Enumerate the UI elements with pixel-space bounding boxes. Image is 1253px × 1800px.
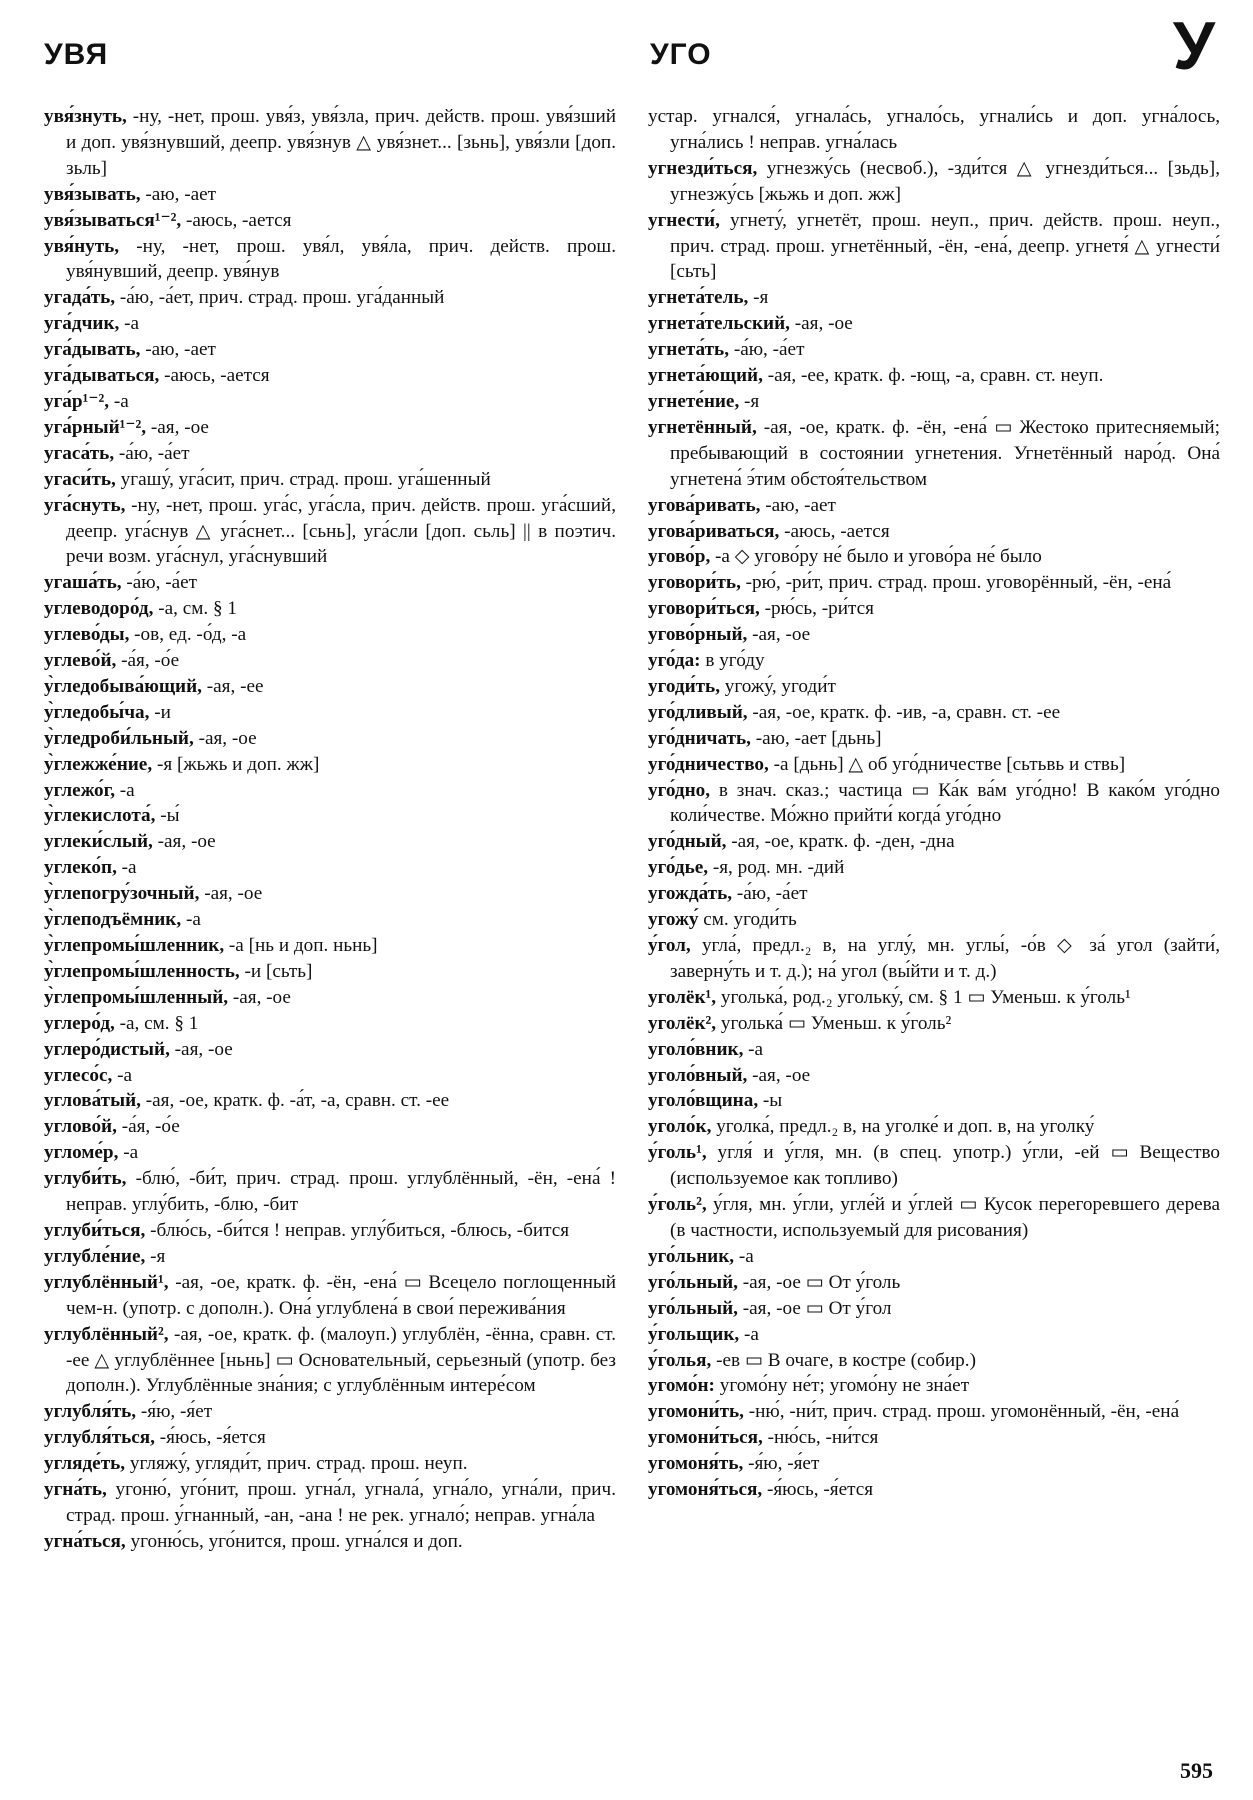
entry-text: -ая, -ое [204,883,263,905]
entry-headword: уголёк¹, [648,986,717,1008]
entry-headword: уга́р¹⁻², [44,390,110,412]
dictionary-entry [44,1244,616,1270]
entry-text: -а [748,1038,764,1060]
entry-headword: углево́ды, [44,624,130,646]
entry-text: -ая, -ое [157,831,216,853]
entry-text: -а́я, -о́е [121,650,180,672]
dictionary-entry [44,985,616,1011]
entry-headword: уга́снуть, [44,494,126,516]
dictionary-entry [648,985,1220,1011]
entry-text: -рю́, -ри́т, прич. страд. прош. уговорённый, -ён, -ена́ [745,572,1172,594]
entry-headword: углеводоро́д, [44,598,154,620]
entry-text: -а [123,1142,139,1164]
dictionary-entry [648,829,1220,855]
entry-text: -а́ю, -а́ет, прич. страд. прош. уга́данный [119,287,445,309]
entry-headword: увя́нуть, [44,235,120,257]
entry-headword: углево́й, [44,650,117,672]
dictionary-entry [44,363,616,389]
entry-text: -а [нь и доп. ньнь] [228,935,378,956]
entry-text: угоню́, уго́нит, прош. угна́л, угнала́, угна́ло, угна́ли, прич. страд. прош. у́гнанный, -ан, -ана ! не рек. угнало́; неправ. угна́ла [66,1479,616,1526]
entry-text: -а ◇ угово́ру не́ было и угово́ра не́ было [715,546,1042,568]
entry-headword: у̀глежже́ние, [44,753,153,775]
dictionary-entry [44,959,616,985]
entry-headword: у̀глепромы́шленник, [44,935,225,956]
entry-headword: уговори́ть, [648,572,741,594]
entry-text: -и [154,701,171,723]
dictionary-entry [648,726,1220,752]
entry-text: угнету́, угнетёт, прош. неуп., прич. действ. прош. неуп., прич. страд. прош. угнетённый, -ён, -ена́, деепр. угнетя́ △ угнести́ [сьть] [670,209,1220,283]
entry-text: -а́ю, -а́ет [736,883,808,905]
entry-headword: угляде́ть, [44,1453,126,1475]
entry-headword: уго́дье, [648,857,709,879]
entry-text: -ну, -нет, прош. уга́с, уга́сла, прич. действ. прош. уга́сший, деепр. уга́снув △ уга́снет... [сьнь], уга́сли [доп. сьль] || в поэтич. речи возм. уга́снул, уга́снувший [66,494,616,568]
dictionary-entry [648,933,1220,985]
entry-text: -ая, -ое [198,727,257,749]
dictionary-entry [44,1166,616,1218]
entry-text: -аю, -ает [145,339,216,361]
entry-headword: у̀гледроби́льный, [44,727,194,749]
entry-headword: уго́льный, [648,1297,738,1319]
entry-text: угля́ и у́гля, мн. (в спец. употр.) у́гли, -ей ▭ Вещество (используемое как топливо) [670,1142,1220,1190]
entry-text: -ы́ [160,805,180,827]
entry-headword: углеки́слый, [44,831,153,853]
dictionary-entry [44,1063,616,1089]
dictionary-entry [648,778,1220,830]
entry-headword: угомоня́ться, [648,1479,763,1501]
dictionary-entry [648,1451,1220,1477]
running-head-left: УВЯ [44,38,109,71]
entry-headword: углова́тый, [44,1090,141,1112]
entry-text: -а́ю, -а́ет [126,572,198,594]
dictionary-entry [648,1244,1220,1270]
dictionary-entry [44,674,616,700]
entry-text: -я́ю, -я́ет [140,1401,213,1423]
entry-headword: уго́льник, [648,1245,735,1267]
entry-headword: у̀глепогру́зочный, [44,883,200,905]
dictionary-entry [648,1270,1220,1296]
entry-headword: углеро́дистый, [44,1038,170,1060]
dictionary-entry [648,1477,1220,1503]
entry-headword: углеко́п, [44,857,117,879]
right-column [648,104,1220,1503]
dictionary-entry [648,1088,1220,1114]
entry-headword: углуби́ть, [44,1168,127,1190]
dictionary-entry [44,1451,616,1477]
entry-text: -ню́сь, -ни́тся [767,1427,879,1449]
entry-headword: у̀глепромы́шленность, [44,960,240,982]
dictionary-entry [44,415,616,441]
entry-headword: угожу́ [648,909,699,931]
entry-text: -ая, -ое [232,986,291,1008]
entry-headword: угнета́тель, [648,287,749,309]
dictionary-entry [44,1270,616,1322]
entry-text: -ая, -ее [206,675,264,697]
entry-text: -я [744,390,760,412]
dictionary-entry [648,104,1220,156]
entry-text: -а, см. § 1 [119,1012,199,1034]
dictionary-entry [648,285,1220,311]
dictionary-entry [44,803,616,829]
dictionary-entry [648,648,1220,674]
entry-headword: у́гол, [648,935,691,956]
entry-text: устар. угнался́, угнала́сь, угнало́сь, угнали́сь и доп. угна́лось, угна́лись ! неправ. угна́лась [648,106,1220,153]
entry-headword: угломе́р, [44,1142,119,1164]
entry-headword: углубля́ться, [44,1427,155,1449]
entry-text: -ну, -нет, прош. увя́л, увя́ла, прич. действ. прош. увя́нувший, деепр. увя́нув [66,235,616,283]
dictionary-entry [44,1529,616,1555]
entry-text: -ая, -ое, кратк. ф. -ён, -ена́ ▭ Всецело поглощенный чем-н. (употр. с дополн.). Она́ углублена́ в свои́ пережива́ния [66,1271,617,1319]
entry-headword: углово́й, [44,1116,117,1138]
dictionary-entry [44,182,616,208]
dictionary-entry [44,467,616,493]
entry-text: -ну, -нет, прош. увя́з, увя́зла, прич. действ. прош. увя́зший и доп. увя́знувший, деепр. увя́знув △ увя́знет... [зьнь], увя́зли [доп. зьль] [66,106,617,179]
dictionary-entry [648,208,1220,286]
entry-text: -рю́сь, -ри́тся [764,598,874,620]
dictionary-entry [648,1192,1220,1244]
entry-headword: уго́дничать, [648,727,751,749]
dictionary-entry [44,1425,616,1451]
entry-headword: угаси́ть, [44,468,116,490]
dictionary-entry [44,208,616,234]
dictionary-entry [44,1477,616,1529]
dictionary-entry [44,1140,616,1166]
entry-headword: угово́рный, [648,624,748,646]
dictionary-entry [44,1218,616,1244]
entry-headword: уго́дный, [648,831,727,853]
entry-headword: угова́ривать, [648,494,761,516]
entry-text: -ая, -ое ▭ От у́гол [742,1297,892,1319]
entry-text: угнезжу́сь (несвоб.), -зди́тся △ угнезди́ться... [зьдь], угнезжу́сь [жьжь и доп. жж] [670,157,1220,205]
dictionary-entry [648,855,1220,881]
dictionary-entry [44,493,616,571]
dictionary-entry [44,441,616,467]
dictionary-entry [44,570,616,596]
entry-headword: угнета́ющий, [648,365,763,387]
dictionary-entry [44,881,616,907]
entry-headword: у̀глеподъёмник, [44,909,182,931]
entry-headword: у̀глепромы́шленный, [44,986,229,1008]
entry-text: -аю, -ает [дьнь] [755,727,882,749]
entry-text: -а [124,313,140,335]
entry-text: -ев ▭ В очаге, в костре (собир.) [716,1349,976,1371]
entry-text: -ая, -ое ▭ От у́голь [742,1271,901,1293]
dictionary-entry [44,752,616,778]
entry-text: -аюсь, -ается [185,209,292,231]
dictionary-entry [44,104,616,182]
dictionary-entry [648,752,1220,778]
entry-text: -я, род. мн. -дий [712,857,845,879]
entry-text: угомо́ну не́т; угомо́ну не зна́ет [719,1375,970,1397]
dictionary-entry [648,596,1220,622]
entry-headword: уга́рный¹⁻², [44,416,147,438]
entry-headword: угнета́ть, [648,339,730,361]
entry-headword: углесо́с, [44,1064,113,1086]
dictionary-entry [648,622,1220,648]
dictionary-entry [44,1088,616,1114]
dictionary-entry [648,1011,1220,1037]
entry-text: -а [117,1064,132,1086]
entry-headword: угожда́ть, [648,883,733,905]
entry-headword: уга́дчик, [44,313,120,335]
entry-headword: уго́дно, [648,779,711,801]
entry-text: -а [119,779,135,801]
entry-headword: угнете́ние, [648,390,740,412]
entry-text: -блю́сь, -би́тся ! неправ. углу́биться, -блюсь, -бится [150,1219,570,1241]
entry-headword: углуби́ться, [44,1219,146,1241]
dictionary-entry [648,674,1220,700]
entry-text: -я [жьжь и доп. жж] [156,753,320,775]
entry-text: уголька́ ▭ Уменьш. к у́голь² [720,1012,952,1034]
entry-headword: у̀гледобыва́ющий, [44,675,202,697]
entry-headword: угомони́ть, [648,1401,744,1423]
entry-text: -аюсь, -ается [784,520,890,542]
entry-headword: уга́дывать, [44,339,141,361]
entry-text: -я́юсь, -я́ется [766,1479,874,1501]
entry-text: в уго́ду [705,650,765,672]
dictionary-entry [44,1011,616,1037]
entry-text: -а́ю, -а́ет [118,442,190,464]
entry-headword: уголо́вщина, [648,1090,759,1112]
entry-text: -а [113,390,129,412]
entry-headword: угоди́ть, [648,675,720,697]
entry-text: -ая, -ое [174,1038,233,1060]
entry-headword: угомоня́ть, [648,1453,744,1475]
entry-text: угожу́, угоди́т [724,675,836,697]
dictionary-entry [648,415,1220,493]
dictionary-entry [44,726,616,752]
dictionary-entry [648,156,1220,208]
dictionary-entry [648,544,1220,570]
entry-headword: уга́дываться, [44,365,160,387]
dictionary-entry [648,311,1220,337]
entry-text: -ню́, -ни́т, прич. страд. прош. угомонённый, -ён, -ена́ [748,1401,1180,1423]
entry-text: -ая, -ое [752,624,811,646]
dictionary-entry [44,1114,616,1140]
entry-headword: угада́ть, [44,287,116,309]
entry-text: -а [738,1245,754,1267]
dictionary-entry [44,337,616,363]
dictionary-entry [44,933,616,959]
dictionary-entry [648,1348,1220,1374]
entry-headword: увя́зываться¹⁻², [44,209,182,231]
entry-text: угла́, предл.₂ в, на углу́, мн. углы́, -о́в ◇ за́ угол (зайти́, заверну́ть и т. д.); на́ угол (вы́йти и т. д.) [670,935,1220,982]
dictionary-entry [648,1114,1220,1140]
entry-text: -ая, -ое [794,313,853,335]
dictionary-entry [44,648,616,674]
dictionary-entry [648,907,1220,933]
dictionary-entry [44,907,616,933]
dictionary-entry [648,1322,1220,1348]
entry-text: уголька́, род.₂ угольку́, см. § 1 ▭ Уменьш. к у́голь¹ [720,986,1131,1008]
dictionary-entry [44,234,616,286]
dictionary-entry [44,622,616,648]
entry-text: -блю́, -би́т, прич. страд. прош. углублённый, -ён, -ена́ ! неправ. углу́бить, -блю, -бит [66,1168,616,1216]
entry-text: уголка́, предл.₂ в, на уголке́ и доп. в, на уголку́ [716,1116,1095,1138]
dictionary-entry [44,389,616,415]
dictionary-entry [648,1037,1220,1063]
dictionary-entry [648,337,1220,363]
entry-headword: углежо́г, [44,779,115,801]
entry-text: -ая, -ое [150,416,209,438]
entry-headword: угомо́н: [648,1375,715,1397]
entry-text: -аюсь, -ается [164,365,270,387]
dictionary-entry [648,519,1220,545]
entry-text: -я́юсь, -я́ется [159,1427,266,1449]
entry-text: -я́ю, -я́ет [748,1453,820,1475]
dictionary-entry [648,493,1220,519]
dictionary-entry [44,1037,616,1063]
entry-headword: угнета́тельский, [648,313,790,335]
entry-headword: уго́льный, [648,1271,738,1293]
entry-text: -я [753,287,769,309]
entry-headword: у́голь¹, [648,1142,707,1164]
entry-text: угоню́сь, уго́нится, прош. угна́лся и доп. [130,1530,463,1552]
left-column [44,104,616,1555]
entry-headword: угнезди́ться, [648,157,758,179]
entry-text: -ая, -ое [752,1064,811,1086]
dictionary-entry [648,389,1220,415]
entry-headword: увя́зывать, [44,183,141,205]
dictionary-entry [648,570,1220,596]
dictionary-entry [648,1425,1220,1451]
entry-headword: уго́дливый, [648,701,748,723]
entry-headword: углублённый¹, [44,1271,169,1293]
dictionary-entry [648,700,1220,726]
entry-text: -ов, ед. -о́д, -а [134,624,247,646]
entry-text: -я [150,1245,166,1267]
entry-text: -ая, -ое, кратк. ф. -ён, -ена́ ▭ Жестоко притесняемый; пребывающий в состоянии угнетения. Угнетённый наро́д. Она́ угнетена́ э́тим обстоя́тельством [670,416,1221,490]
entry-headword: уго́дничество, [648,753,769,775]
entry-headword: угаса́ть, [44,442,115,464]
dictionary-entry [648,363,1220,389]
entry-text: угляжу́, угляди́т, прич. страд. прош. неуп. [129,1453,468,1475]
entry-headword: углеро́д, [44,1012,115,1034]
entry-text: -аю, -ает [765,494,836,516]
entry-headword: уголо́вник, [648,1038,744,1060]
entry-headword: углубля́ть, [44,1401,137,1423]
entry-headword: у̀гледобы́ча, [44,701,150,723]
entry-headword: угнетённый, [648,416,757,438]
entry-text: у́гля, мн. у́гли, угле́й и у́глей ▭ Кусок перегоревшего дерева (в частности, используемый для рисования) [670,1194,1220,1241]
dictionary-entry [44,311,616,337]
entry-text: -ая, -ое, кратк. ф. -а́т, -а, сравн. ст. -ее [145,1090,450,1112]
section-letter: У [1172,8,1215,84]
entry-text: -ая, -ее, кратк. ф. -ющ, -а, сравн. ст. неуп. [767,365,1104,387]
entry-text: в знач. сказ.; частица ▭ Ка́к ва́м уго́дно! В како́м уго́дно коли́честве. Мо́жно прийти́ когда́ уго́дно [670,779,1220,827]
entry-headword: углубле́ние, [44,1245,146,1267]
dictionary-entry [44,285,616,311]
dictionary-entry [648,1373,1220,1399]
entry-headword: углублённый², [44,1323,169,1345]
dictionary-entry [44,855,616,881]
entry-text: -а, см. § 1 [158,598,237,620]
dictionary-entry [44,596,616,622]
dictionary-entry [648,881,1220,907]
entry-text: -а [121,857,137,879]
dictionary-entry [44,1322,616,1400]
entry-headword: у́гольщик, [648,1323,740,1345]
entry-headword: уголо́вный, [648,1064,748,1086]
entry-headword: уголо́к, [648,1116,712,1138]
entry-text: -ая, -ое, кратк. ф. -ив, -а, сравн. ст. -ее [752,701,1061,723]
entry-headword: увя́знуть, [44,106,127,127]
entry-headword: у́голь², [648,1194,707,1216]
entry-text: -аю, -ает [145,183,217,205]
entry-text: -а́я, -о́е [121,1116,180,1138]
entry-text: см. угоди́ть [703,909,797,931]
dictionary-entry [44,700,616,726]
entry-headword: угова́риваться, [648,520,780,542]
dictionary-entry [648,1399,1220,1425]
entry-text: -а [дьнь] △ об уго́дничестве [сьтьвь и ствь] [773,753,1126,775]
entry-headword: у̀глекислота́, [44,805,156,827]
dictionary-entry [648,1063,1220,1089]
entry-headword: угна́ть, [44,1479,107,1501]
dictionary-entry [44,778,616,804]
dictionary-entry [648,1140,1220,1192]
entry-headword: угаша́ть, [44,572,122,594]
entry-text: -а [185,909,201,931]
entry-text: -ы [762,1090,783,1112]
entry-headword: у́голья, [648,1349,712,1371]
page-number: 595 [1180,1758,1213,1783]
entry-text: -ая, -ое, кратк. ф. (малоуп.) углублён, -ённа, сравн. ст. -ее △ углублённее [ньнь] ▭ Основательный, серьезный (употр. без дополн.). Углублённые зна́ния; с углублённым интере́сом [66,1323,617,1397]
entry-headword: уговори́ться, [648,598,760,620]
entry-text: угашу́, уга́сит, прич. страд. прош. уга́шенный [120,468,491,490]
entry-text: -ая, -ое, кратк. ф. -ден, -дна [731,831,955,853]
entry-headword: уголёк², [648,1012,717,1034]
entry-headword: угнести́, [648,209,720,231]
entry-headword: уго́да: [648,650,701,672]
entry-headword: угомони́ться, [648,1427,763,1449]
entry-text: -а [743,1323,759,1345]
entry-headword: угово́р, [648,546,711,568]
dictionary-entry [648,1296,1220,1322]
entry-text: -и [сьть] [244,960,313,982]
running-head-right: УГО [650,38,712,71]
entry-text: -а́ю, -а́ет [733,339,805,361]
entry-headword: угна́ться, [44,1530,126,1552]
dictionary-entry [44,829,616,855]
dictionary-entry [44,1399,616,1425]
